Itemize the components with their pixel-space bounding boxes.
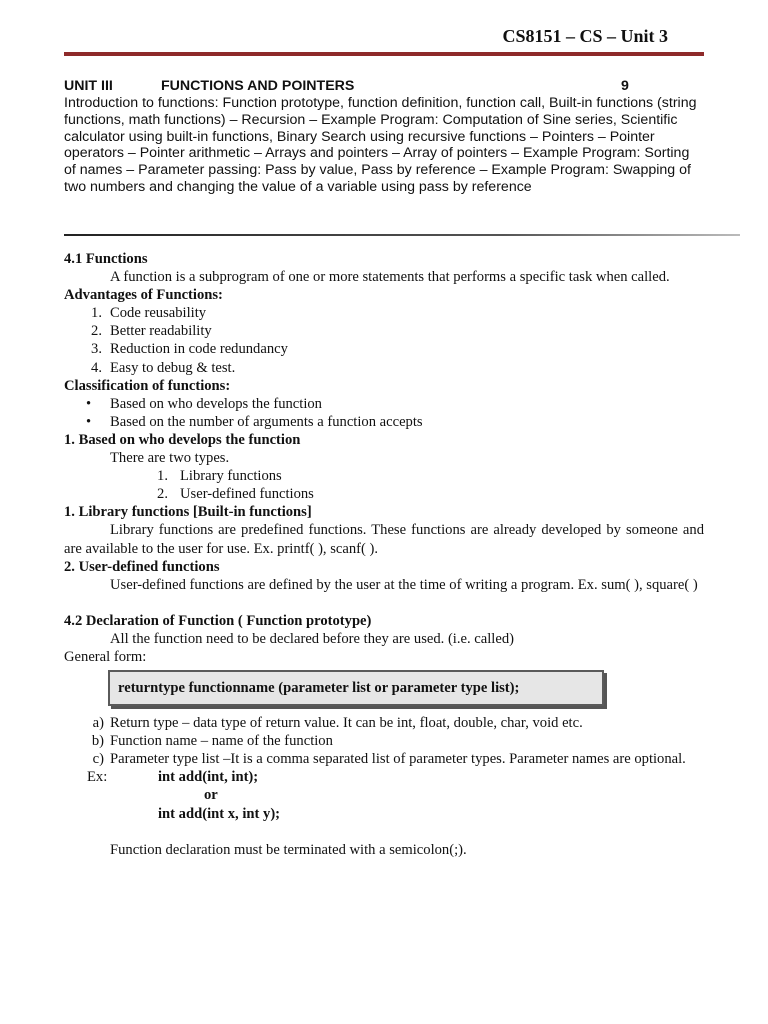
list-item	[64, 714, 704, 732]
list-marker: 3.	[91, 341, 102, 358]
list-item-text: Better readability	[110, 323, 212, 340]
list-marker: 1.	[157, 468, 168, 485]
example-or: or	[204, 787, 218, 804]
document-body	[64, 250, 704, 859]
bullet-icon: •	[86, 395, 92, 412]
page-header-title: CS8151 – CS – Unit 3	[502, 26, 668, 46]
types-list	[64, 467, 704, 503]
advantages-heading: Advantages of Functions:	[64, 287, 223, 304]
list-marker: b)	[91, 733, 104, 750]
unit-name: FUNCTIONS AND POINTERS	[161, 78, 355, 94]
list-item-text: Library functions	[180, 468, 282, 485]
list-item	[64, 467, 704, 485]
list-item	[64, 322, 704, 340]
classification-list	[64, 395, 704, 431]
list-item	[64, 750, 704, 768]
list-item	[64, 485, 704, 503]
semicolon-note: Function declaration must be terminated with a semicolon(;).	[110, 841, 467, 858]
list-marker: 2.	[157, 486, 168, 503]
list-item-text: Based on the number of arguments a function accepts	[110, 413, 423, 430]
library-functions-heading: 1. Library functions [Built-in functions]	[64, 504, 312, 521]
list-item	[64, 340, 704, 358]
list-item-text: Based on who develops the function	[110, 395, 322, 412]
spacer	[64, 823, 704, 841]
example-line-2: int add(int x, int y);	[158, 805, 281, 822]
example-row-1	[64, 768, 704, 786]
spacer	[64, 594, 704, 612]
general-form-box: returntype functionname (parameter list or parameter type list);	[108, 670, 604, 706]
list-item-text: Parameter type list –It is a comma separated list of parameter types. Parameter names are optional.	[110, 751, 686, 768]
header-rule	[64, 52, 704, 56]
section-heading-4-1: 4.1 Functions	[64, 251, 148, 267]
based-on-heading: 1. Based on who develops the function	[64, 431, 301, 448]
list-item	[64, 732, 704, 750]
list-marker: 1.	[91, 305, 102, 322]
user-defined-heading: 2. User-defined functions	[64, 558, 220, 575]
advantages-list	[64, 304, 704, 376]
list-item-text: Easy to debug & test.	[110, 359, 236, 376]
declaration-intro: All the function need to be declared before they are used. (i.e. called)	[110, 630, 514, 647]
list-item-text: Function name – name of the function	[110, 733, 333, 750]
library-functions-text: Library functions are predefined functions. These functions are already developed by someone and are available to the user for use. Ex. printf( ), scanf( ).	[64, 522, 704, 557]
prototype-parts-list	[64, 714, 704, 768]
example-row-2	[64, 786, 704, 804]
unit-heading	[64, 78, 704, 95]
list-item	[64, 359, 704, 377]
list-item-text: Reduction in code redundancy	[110, 341, 288, 358]
example-line-1: int add(int, int);	[158, 769, 259, 786]
list-item	[64, 304, 704, 322]
unit-label: UNIT III	[64, 78, 113, 94]
example-label: Ex:	[87, 769, 108, 786]
section-heading-4-2: 4.2 Declaration of Function ( Function prototype)	[64, 612, 372, 629]
unit-hours: 9	[621, 78, 629, 94]
section-divider	[64, 234, 740, 236]
list-item	[64, 395, 704, 413]
list-item	[64, 413, 704, 431]
list-marker: 2.	[91, 323, 102, 340]
list-marker: a)	[92, 715, 104, 732]
list-item-text: Return type – data type of return value. It can be int, float, double, char, void etc.	[110, 715, 583, 732]
classification-heading: Classification of functions:	[64, 377, 231, 394]
list-marker: 4.	[91, 359, 102, 376]
functions-definition: A function is a subprogram of one or more statements that performs a specific task when called.	[110, 269, 670, 286]
general-form-label: General form:	[64, 648, 147, 665]
list-item-text: User-defined functions	[180, 486, 314, 503]
list-item-text: Code reusability	[110, 305, 207, 322]
example-row-3	[64, 805, 704, 823]
two-types-text: There are two types.	[110, 450, 230, 467]
unit-syllabus	[64, 78, 704, 196]
unit-description: Introduction to functions: Function prototype, function definition, function call, Built-in functions (string functions, math functions) – Recursion – Example Program: Computation of Sine series, Scientific calculator using built-in functions, Binary Search using recursive functions – Pointers – Pointer operators – Pointer arithmetic – Arrays and pointers – Array of pointers – Example Program: Sorting of names – Parameter passing: Pass by value, Pass by reference – Example Program: Swapping of two numbers and changing the value of a variable using pass by reference	[64, 95, 697, 195]
list-marker: c)	[92, 751, 104, 768]
user-defined-text: User-defined functions are defined by the user at the time of writing a program. Ex. sum( ), square( )	[110, 576, 698, 593]
bullet-icon: •	[86, 413, 92, 430]
